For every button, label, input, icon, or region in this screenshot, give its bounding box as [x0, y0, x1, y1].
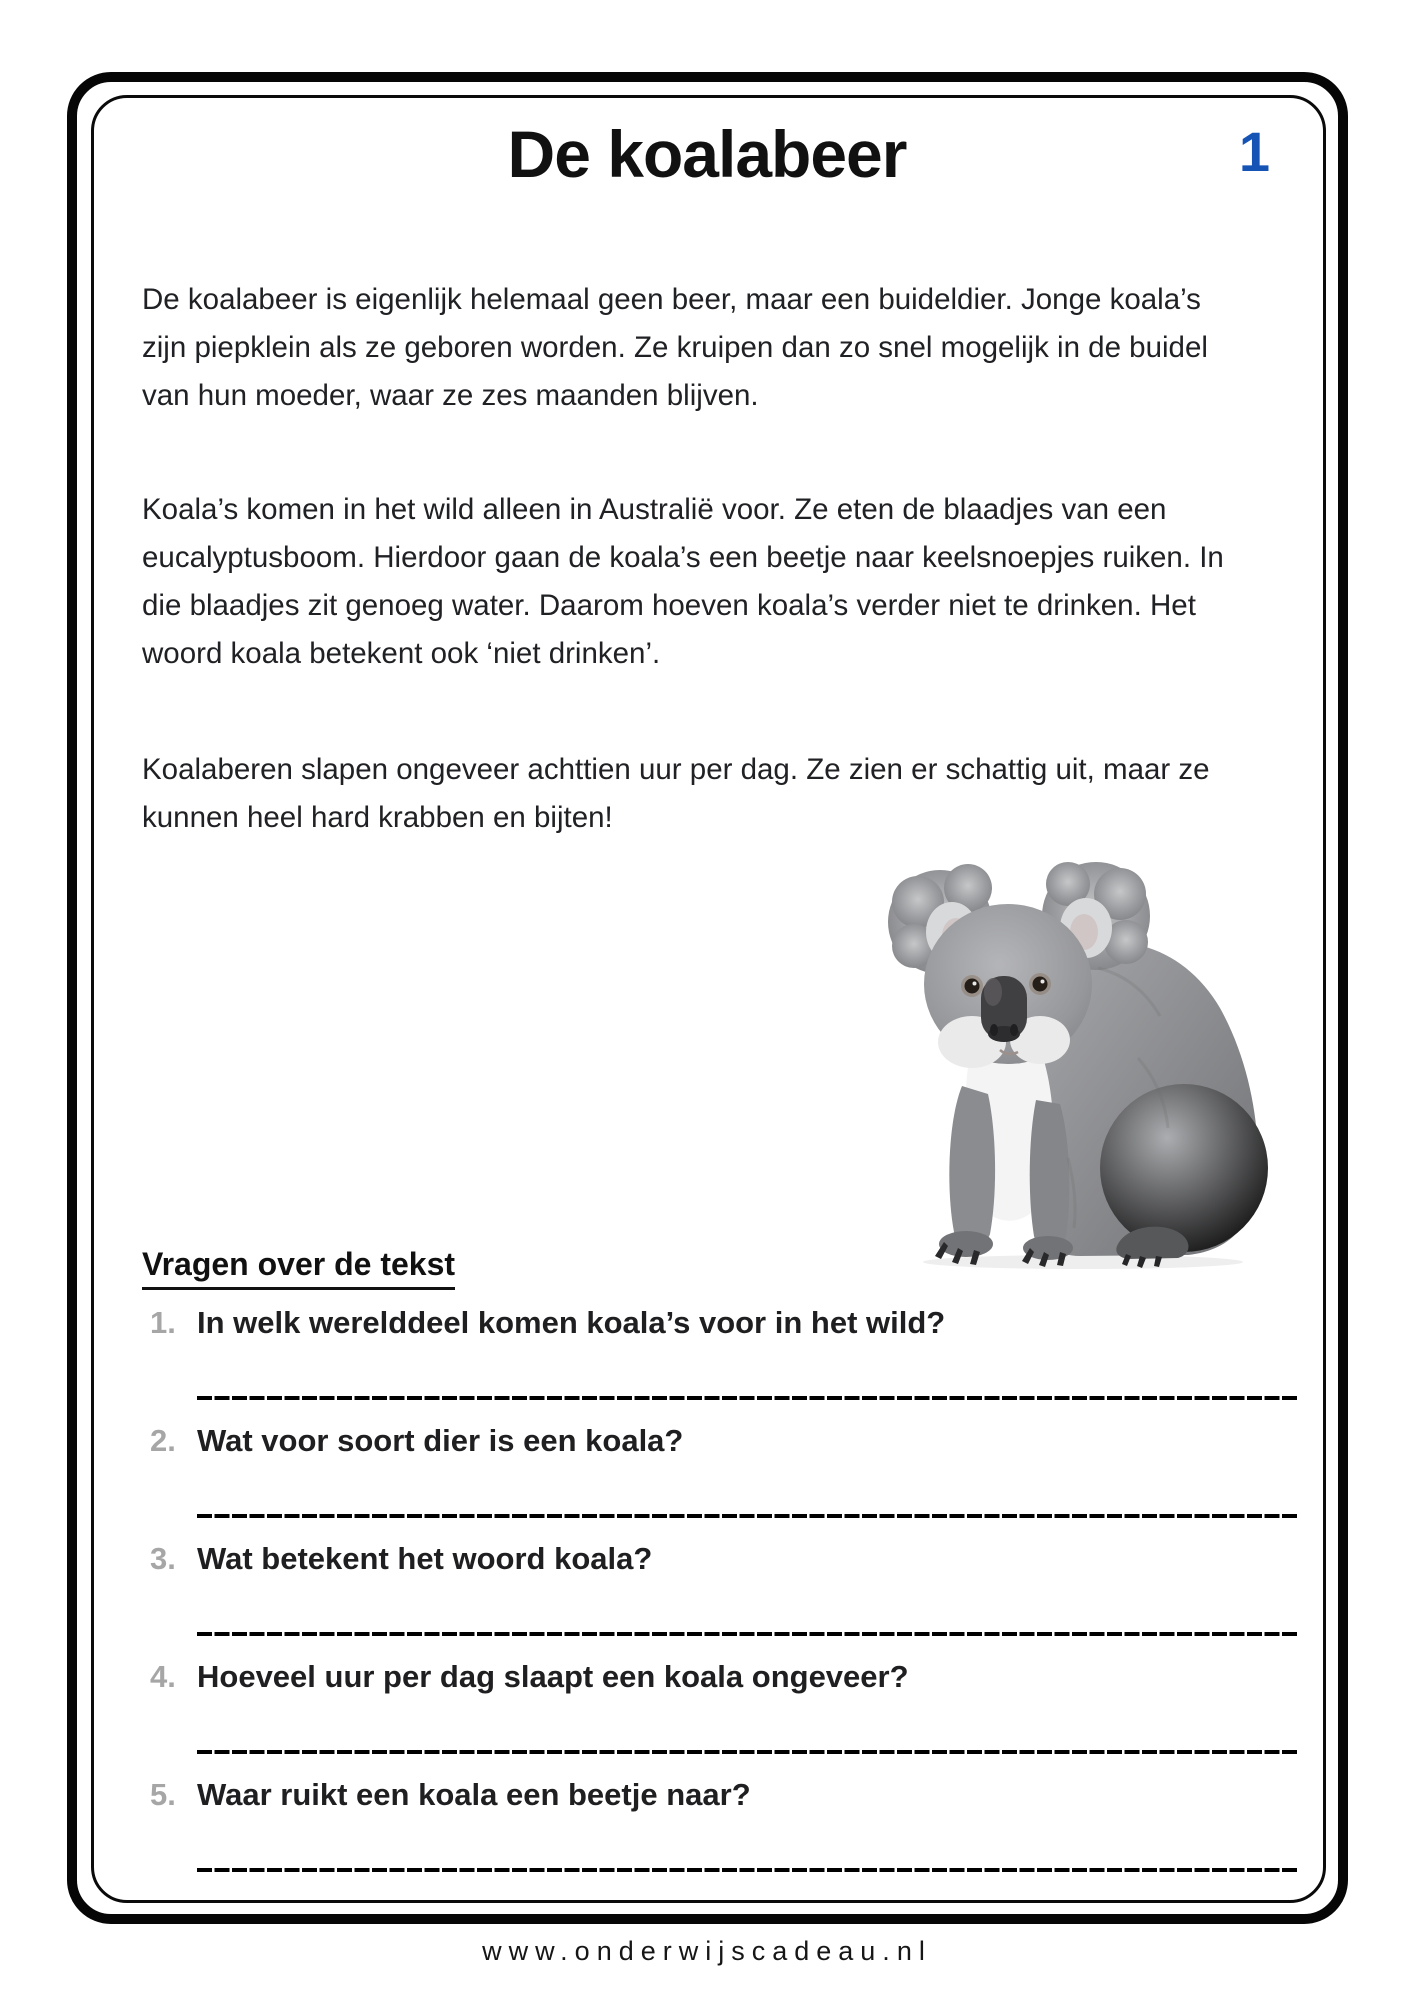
- paragraph-3: [142, 746, 1292, 842]
- question-row-3: [150, 1541, 652, 1577]
- paragraph-line: kunnen heel hard krabben en bijten!: [142, 801, 613, 834]
- page-number: 1: [1238, 120, 1270, 183]
- question-number: 4.: [150, 1659, 176, 1694]
- question-number: 2.: [150, 1423, 176, 1458]
- paragraph-line: die blaadjes zit genoeg water. Daarom hoeven koala’s verder niet te drinken. Het: [142, 589, 1196, 622]
- question-number: 3.: [150, 1541, 176, 1576]
- answer-line: [197, 1868, 1297, 1872]
- answer-line: [197, 1632, 1297, 1636]
- question-row-1: [150, 1305, 945, 1341]
- question-number: 1.: [150, 1305, 176, 1340]
- paragraph-1: [142, 276, 1292, 420]
- question-text: Hoeveel uur per dag slaapt een koala ongeveer?: [197, 1659, 909, 1694]
- answer-line: [197, 1514, 1297, 1518]
- question-row-2: [150, 1423, 683, 1459]
- paragraph-line: van hun moeder, waar ze zes maanden blijven.: [142, 379, 759, 412]
- question-text: Waar ruikt een koala een beetje naar?: [197, 1777, 751, 1812]
- questions-heading: Vragen over de tekst: [142, 1246, 455, 1290]
- question-text: Wat betekent het woord koala?: [197, 1541, 653, 1576]
- paragraph-line: woord koala betekent ook ‘niet drinken’.: [142, 637, 661, 670]
- question-row-4: [150, 1659, 909, 1695]
- paragraph-line: De koalabeer is eigenlijk helemaal geen beer, maar een buideldier. Jonge koala’s: [142, 283, 1201, 316]
- paragraph-2: [142, 486, 1292, 678]
- page-title: De koalabeer: [507, 117, 907, 191]
- question-text: Wat voor soort dier is een koala?: [197, 1423, 684, 1458]
- paragraph-line: Koala’s komen in het wild alleen in Australië voor. Ze eten de blaadjes van een: [142, 493, 1167, 526]
- paragraph-line: zijn piepklein als ze geboren worden. Ze kruipen dan zo snel mogelijk in de buidel: [142, 331, 1208, 364]
- koala-photo: [888, 858, 1270, 1270]
- question-number: 5.: [150, 1777, 176, 1812]
- question-text: In welk werelddeel komen koala’s voor in het wild?: [197, 1305, 946, 1340]
- paragraph-line: eucalyptusboom. Hierdoor gaan de koala’s een beetje naar keelsnoepjes ruiken. In: [142, 541, 1224, 574]
- footer-url: www.onderwijscadeau.nl: [482, 1936, 932, 1966]
- answer-line: [197, 1396, 1297, 1400]
- question-row-5: [150, 1777, 751, 1813]
- paragraph-line: Koalaberen slapen ongeveer achttien uur per dag. Ze zien er schattig uit, maar ze: [142, 753, 1210, 786]
- answer-line: [197, 1750, 1297, 1754]
